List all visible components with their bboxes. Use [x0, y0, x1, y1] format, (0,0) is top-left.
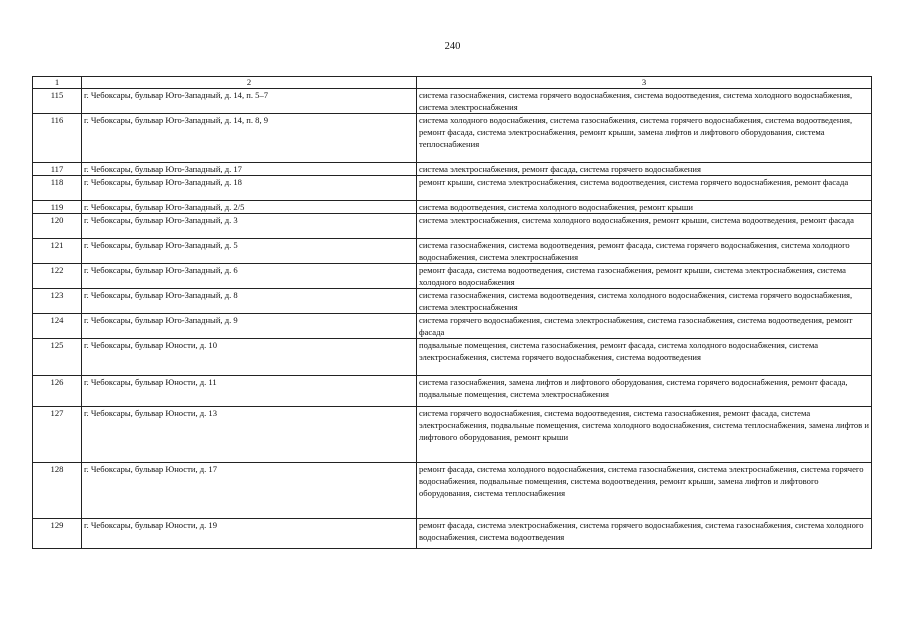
row-works: ремонт крыши, система электроснабжения, система водоотведения, система горячего водоснабжения, ремонт фасада — [417, 176, 872, 201]
row-address: г. Чебоксары, бульвар Юности, д. 19 — [82, 519, 417, 549]
column-header-3: 3 — [417, 77, 872, 89]
page-number: 240 — [444, 41, 461, 52]
row-address: г. Чебоксары, бульвар Юго-Западный, д. 6 — [82, 264, 417, 289]
row-works: система горячего водоснабжения, система электроснабжения, система газоснабжения, система водоотведения, ремонт фасада — [417, 314, 872, 339]
row-works: система горячего водоснабжения, система водоотведения, система газоснабжения, ремонт фасада, система электроснабжения, подвальные помещения, система холодного водоснабжения, система теплоснабжения, замена лифтов и лифтового оборудования, ремонт крыши — [417, 407, 872, 463]
row-address: г. Чебоксары, бульвар Юго-Западный, д. 8 — [82, 289, 417, 314]
table-row — [33, 289, 872, 314]
row-number: 126 — [33, 376, 82, 407]
column-header-2: 2 — [82, 77, 417, 89]
row-number: 127 — [33, 407, 82, 463]
row-works: ремонт фасада, система электроснабжения, система горячего водоснабжения, система газоснабжения, система холодного водоснабжения, система водоотведения — [417, 519, 872, 549]
table-row — [33, 407, 872, 463]
registry-table — [32, 76, 872, 549]
row-works: подвальные помещения, система газоснабжения, ремонт фасада, система холодного водоснабжения, система электроснабжения, система горячего водоснабжения, система водоотведения — [417, 339, 872, 376]
row-address: г. Чебоксары, бульвар Юго-Западный, д. 9 — [82, 314, 417, 339]
row-address: г. Чебоксары, бульвар Юго-Западный, д. 14, п. 8, 9 — [82, 114, 417, 163]
table-row — [33, 176, 872, 201]
table-row — [33, 264, 872, 289]
table-row — [33, 314, 872, 339]
row-works: система электроснабжения, система холодного водоснабжения, ремонт крыши, система водоотведения, ремонт фасада — [417, 214, 872, 239]
row-address: г. Чебоксары, бульвар Юности, д. 11 — [82, 376, 417, 407]
row-number: 129 — [33, 519, 82, 549]
row-address: г. Чебоксары, бульвар Юности, д. 17 — [82, 463, 417, 519]
row-works: ремонт фасада, система водоотведения, система газоснабжения, ремонт крыши, система электроснабжения, система холодного водоснабжения — [417, 264, 872, 289]
table-row — [33, 163, 872, 176]
table-row — [33, 201, 872, 214]
row-address: г. Чебоксары, бульвар Юго-Западный, д. 17 — [82, 163, 417, 176]
row-number: 125 — [33, 339, 82, 376]
row-number: 121 — [33, 239, 82, 264]
table-row — [33, 376, 872, 407]
row-number: 116 — [33, 114, 82, 163]
table-row — [33, 239, 872, 264]
row-address: г. Чебоксары, бульвар Юго-Западный, д. 18 — [82, 176, 417, 201]
row-number: 115 — [33, 89, 82, 114]
row-address: г. Чебоксары, бульвар Юности, д. 13 — [82, 407, 417, 463]
column-header-1: 1 — [33, 77, 82, 89]
row-works: система газоснабжения, система водоотведения, система холодного водоснабжения, система горячего водоснабжения, система электроснабжения — [417, 289, 872, 314]
row-number: 120 — [33, 214, 82, 239]
table-row — [33, 214, 872, 239]
row-number: 128 — [33, 463, 82, 519]
row-works: система водоотведения, система холодного водоснабжения, ремонт крыши — [417, 201, 872, 214]
row-number: 119 — [33, 201, 82, 214]
row-works: система электроснабжения, ремонт фасада, система горячего водоснабжения — [417, 163, 872, 176]
row-address: г. Чебоксары, бульвар Юго-Западный, д. 3 — [82, 214, 417, 239]
column-header-row — [33, 77, 872, 89]
table-row — [33, 463, 872, 519]
table-row — [33, 339, 872, 376]
row-number: 117 — [33, 163, 82, 176]
table-row — [33, 519, 872, 549]
row-address: г. Чебоксары, бульвар Юго-Западный, д. 2/5 — [82, 201, 417, 214]
row-address: г. Чебоксары, бульвар Юго-Западный, д. 14, п. 5–7 — [82, 89, 417, 114]
row-works: система газоснабжения, система водоотведения, ремонт фасада, система горячего водоснабжения, система холодного водоснабжения, система электроснабжения — [417, 239, 872, 264]
row-number: 118 — [33, 176, 82, 201]
row-address: г. Чебоксары, бульвар Юго-Западный, д. 5 — [82, 239, 417, 264]
row-works: система газоснабжения, замена лифтов и лифтового оборудования, система горячего водоснабжения, ремонт фасада, подвальные помещения, система электроснабжения — [417, 376, 872, 407]
row-number: 123 — [33, 289, 82, 314]
row-address: г. Чебоксары, бульвар Юности, д. 10 — [82, 339, 417, 376]
row-works: система холодного водоснабжения, система газоснабжения, система горячего водоснабжения, система водоотведения, ремонт фасада, система электроснабжения, ремонт крыши, замена лифтов и лифтового оборудования, система теплоснабжения — [417, 114, 872, 163]
row-number: 122 — [33, 264, 82, 289]
table-row — [33, 114, 872, 163]
table-row — [33, 89, 872, 114]
row-works: ремонт фасада, система холодного водоснабжения, система газоснабжения, система электроснабжения, система горячего водоснабжения, подвальные помещения, система водоотведения, ремонт крыши, замена лифтов и лифтового оборудования, система теплоснабжения — [417, 463, 872, 519]
row-works: система газоснабжения, система горячего водоснабжения, система водоотведения, система холодного водоснабжения, система электроснабжения — [417, 89, 872, 114]
row-number: 124 — [33, 314, 82, 339]
